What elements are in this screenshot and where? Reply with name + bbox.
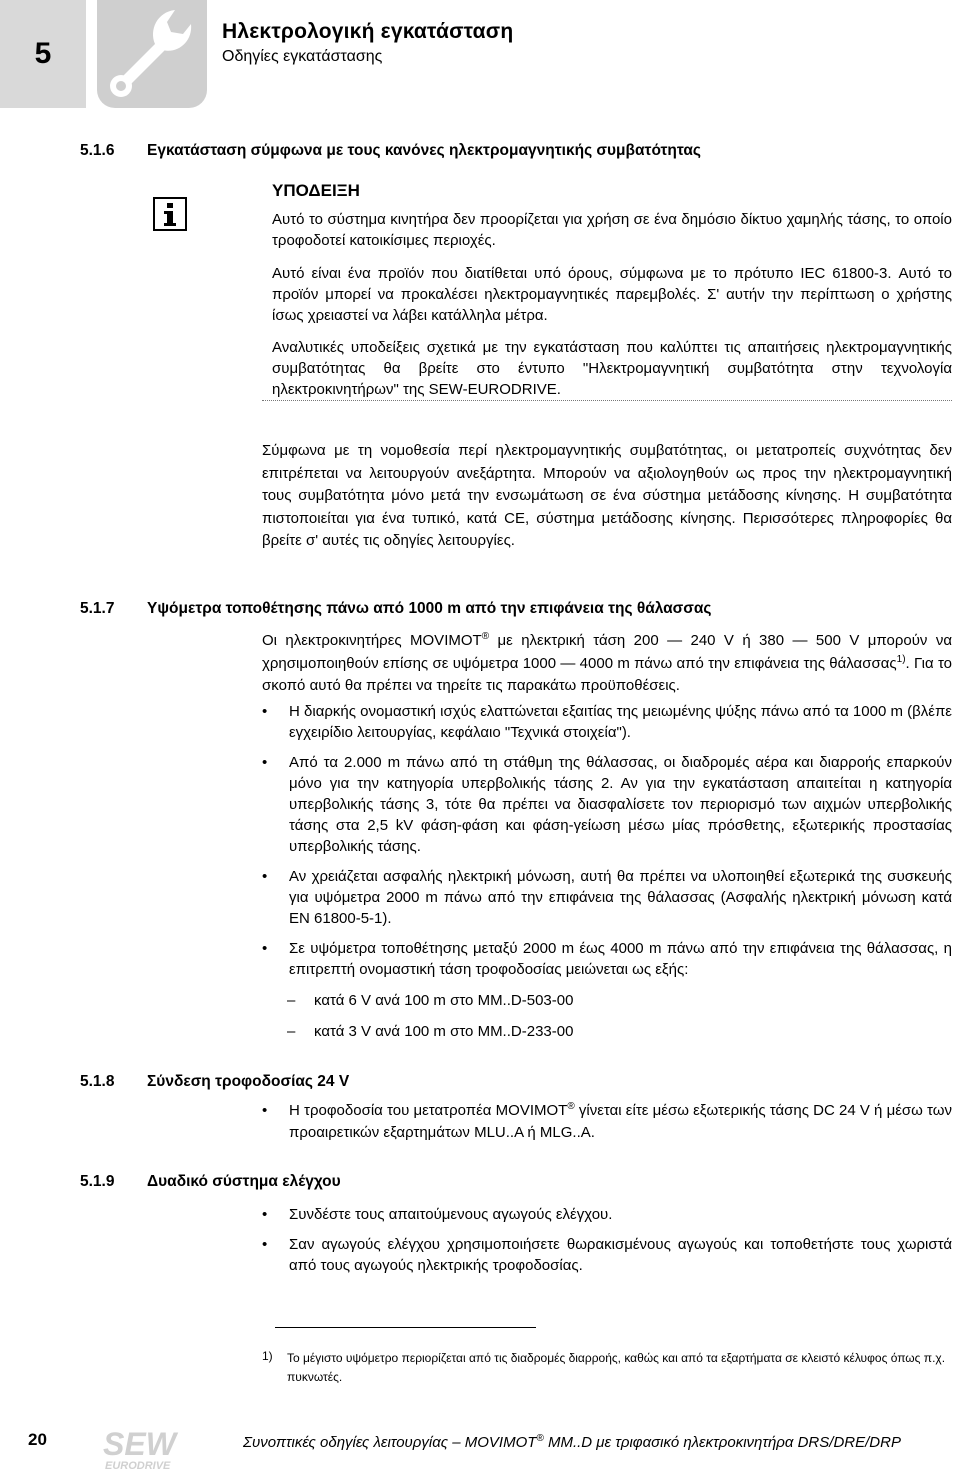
list-item (287, 1021, 952, 1042)
footer-document-title (243, 1434, 901, 1451)
note-divider (262, 400, 952, 401)
section-title-518: Σύνδεση τροφοδοσίας 24 V (147, 1073, 350, 1090)
section-title-517: Υψόμετρα τοποθέτησης πάνω από 1000 m από την επιφάνεια της θάλασσας (147, 600, 712, 617)
intro-part-b: με ηλεκτρική τάση 200 — 240 V ή 380 — 500 V μπορούν να χρησιμοποιηθούν επίσης σε υψόμετρα 1000 — 4000 m πάνω από την επιφάνεια της θάλασσας (262, 632, 952, 672)
svg-text:EURODRIVE: EURODRIVE (105, 1460, 171, 1472)
bullet-text-a: Η τροφοδοσία του μετατροπέα MOVIMOT (289, 1102, 568, 1119)
list-item (262, 1234, 952, 1276)
bullet-mark: • (262, 754, 268, 771)
bullet-text: Η διαρκής ονομαστική ισχύς ελαττώνεται εξαιτίας της μειωμένης ψύξης πάνω από τα 1000 m (βλέπε εγχειρίδιο λειτουργίας, κεφάλαιο "Τεχνικά στοιχεία"). (289, 703, 952, 741)
registered-mark: ® (481, 631, 490, 642)
footnote-ref: 1) (896, 653, 906, 665)
registered-mark: ® (567, 1101, 575, 1112)
voltage-derating-list (287, 990, 952, 1042)
section-title-519: Δυαδικό σύστημα ελέγχου (147, 1173, 341, 1190)
footnote-number: 1) (262, 1349, 273, 1363)
list-item (287, 990, 952, 1011)
chapter-number: 5 (0, 0, 86, 108)
altitude-intro (262, 630, 952, 698)
sew-eurodrive-logo (101, 1425, 181, 1473)
svg-text:SEW: SEW (103, 1426, 176, 1462)
dash-mark: – (287, 1023, 296, 1040)
control-bullet-list (262, 1204, 952, 1276)
note-title: ΥΠΟΔΕΙΞΗ (272, 181, 360, 200)
section-number-518: 5.1.8 (80, 1073, 115, 1090)
bullet-mark: • (262, 940, 268, 957)
section-number-517: 5.1.7 (80, 600, 115, 617)
list-item (262, 752, 952, 857)
page-number: 20 (28, 1430, 47, 1449)
footnote-text: Το μέγιστο υψόμετρο περιορίζεται από τις διαδρομές διαρροής, καθώς και από τα εξαρτήματα σε κλειστό κέλυφος όπως π.χ. πυκνωτές. (287, 1351, 946, 1384)
bullet-text: Συνδέστε τους απαιτούμενους αγωγούς ελέγχου. (289, 1206, 613, 1223)
bullet-mark: • (262, 1102, 268, 1119)
list-item (262, 866, 952, 929)
list-item (262, 1100, 952, 1144)
chapter-title: Ηλεκτρολογική εγκατάσταση (222, 20, 514, 43)
dash-mark: – (287, 992, 296, 1009)
section-number-519: 5.1.9 (80, 1173, 115, 1190)
section-number-516: 5.1.6 (80, 142, 115, 159)
intro-part-a: Οι ηλεκτροκινητήρες MOVIMOT (262, 632, 482, 649)
intro-part-c: . Για το σκοπό αυτό θα πρέπει να τηρείτε τις παρακάτω προϋποθέσεις. (262, 654, 952, 694)
info-icon (153, 197, 187, 231)
bullet-mark: • (262, 703, 268, 720)
bullet-mark: • (262, 1206, 268, 1223)
note-paragraph-3: Αναλυτικές υποδείξεις σχετικά με την εγκατάσταση που καλύπτει τις απαιτήσεις ηλεκτρομαγνητικής συμβατότητας θα βρείτε στο έντυπο "Ηλεκτρομαγνητική συμβατότητα στην τεχνολογία ηλεκτροκινητήρων" της SEW-EURODRIVE. (272, 339, 952, 398)
bullet-text: Αν χρειάζεται ασφαλής ηλεκτρική μόνωση, αυτή θα πρέπει να υλοποιηθεί εξωτερικά της συσκευής για υψόμετρα 2000 m πάνω από την επιφάνεια της θάλασσας (Ασφαλής ηλεκτρική μόνωση κατά EN 61800-5-1). (289, 868, 952, 927)
chapter-subtitle: Οδηγίες εγκατάστασης (222, 48, 383, 65)
list-item (262, 938, 952, 980)
bullet-text: Από τα 2.000 m πάνω από τη στάθμη της θάλασσας, οι διαδρομές αέρα και διαρροής επαρκούν μόνο για την κατηγορία υπερβολικής τάσης 2. Αν για την εγκατάσταση απαιτείται η κατηγορία υπερβολικής τάσης 3, τότε θα πρέπει να διασφαλίσετε τον περιορισμό των αιχμών υπερβολικής τάσης στα 2,5 kV φάση-φάση και φάση-γείωση μέσω μίας πρόσθετης, εξωτερικής προστασίας υπερβολικής τάσης. (289, 754, 952, 855)
bullet-mark: • (262, 1236, 268, 1253)
wrench-icon (97, 0, 207, 108)
note-paragraph-1: Αυτό το σύστημα κινητήρα δεν προορίζεται για χρήση σε ένα δημόσιο δίκτυο χαμηλής τάσης, το οποίο τροφοδοτεί κατοικίσιμες περιοχές. (272, 211, 952, 249)
bullet-text: Σε υψόμετρα τοποθέτησης μεταξύ 2000 m έως 4000 m πάνω από την επιφάνεια της θάλασσας, η επιτρεπτή ονομαστική τάση τροφοδοσίας μειώνεται ως εξής: (289, 940, 952, 978)
list-item (262, 701, 952, 743)
list-item (262, 1204, 952, 1225)
supply-bullet-list (262, 1100, 952, 1144)
dash-text: κατά 3 V ανά 100 m στο MM..D-233-00 (314, 1023, 574, 1040)
footnote-rule (275, 1327, 536, 1328)
registered-mark: ® (536, 1433, 544, 1444)
footer-text-a: Συνοπτικές οδηγίες λειτουργίας – MOVIMOT (243, 1434, 537, 1451)
altitude-bullet-list (262, 701, 952, 980)
note-paragraph-2: Αυτό είναι ένα προϊόν που διατίθεται υπό όρους, σύμφωνα με το πρότυπο IEC 61800-3. Αυτό το προϊόν μπορεί να προκαλέσει ηλεκτρομαγνητικές παρεμβολές. Σ' αυτήν την περίπτωση ο χρήστης ίσως χρειαστεί να λάβει κατάλληλα μέτρα. (272, 265, 952, 324)
bullet-text-b: γίνεται είτε μέσω εξωτερικής τάσης DC 24 V ή μέσω των προαιρετικών εξαρτημάτων MLU..A ή MLG..A. (289, 1102, 952, 1141)
emc-body-paragraph: Σύμφωνα με τη νομοθεσία περί ηλεκτρομαγνητικής συμβατότητας, οι μετατροπείς συχνότητας δεν επιτρέπεται να λειτουργούν ανεξάρτητα. Μπορούν να αξιολογηθούν ως προς την ηλεκτρομαγνητική τους συμβατότητα μόνο μετά την ενσωμάτωση σε ένα σύστημα μετάδοσης κίνησης. Η συμβατότητα πιστοποιείται για ένα τυπικό, κατά CE, σύστημα μετάδοσης κίνησης. Περισσότερες πληροφορίες θα βρείτε σ' αυτές τις οδηγίες λειτουργίες. (262, 442, 952, 549)
dash-text: κατά 6 V ανά 100 m στο MM..D-503-00 (314, 992, 574, 1009)
bullet-text: Σαν αγωγούς ελέγχου χρησιμοποιήσετε θωρακισμένους αγωγούς και τοποθετήστε τους χωριστά από τους αγωγούς ηλεκτρικής τροφοδοσίας. (289, 1236, 952, 1274)
section-title-516: Εγκατάσταση σύμφωνα με τους κανόνες ηλεκτρομαγνητικής συμβατότητας (147, 142, 701, 159)
bullet-mark: • (262, 868, 268, 885)
footer-text-b: MM..D με τριφασικό ηλεκτροκινητήρα DRS/DRE/DRP (543, 1434, 901, 1451)
